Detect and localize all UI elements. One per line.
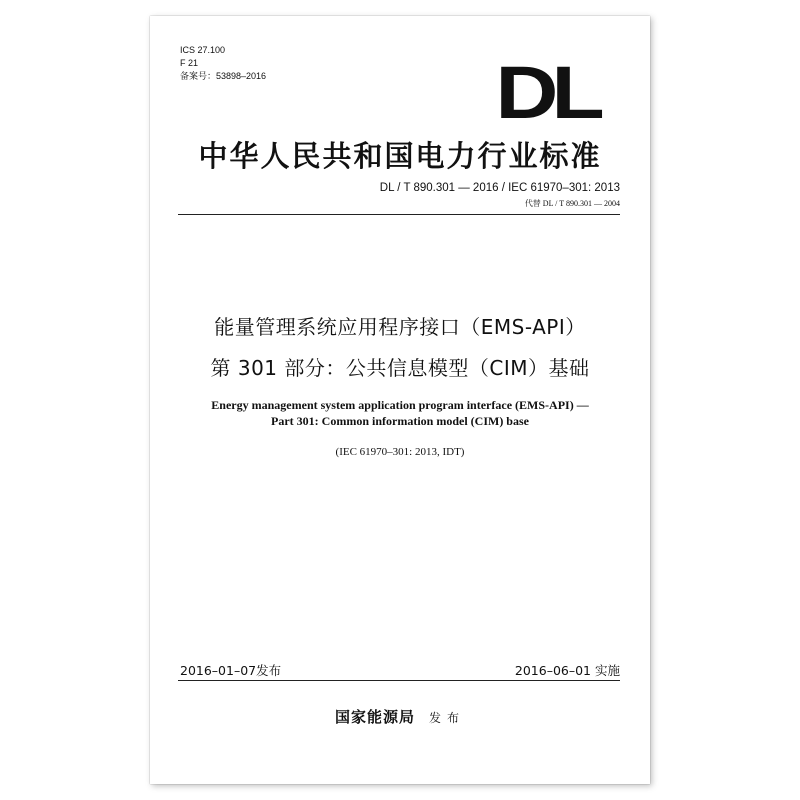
standard-number: DL / T 890.301 — 2016 / IEC 61970–301: 2013 <box>379 182 620 194</box>
english-title-line-2: Part 301: Common information model (CIM) base <box>271 414 529 428</box>
english-title-line-1: Energy management system application program interface (EMS-API) — <box>211 398 589 412</box>
ccs-code: F 21 <box>180 58 199 68</box>
standard-category-title: 中华人民共和国电力行业标准 <box>198 139 602 173</box>
dl-logo: DL <box>495 51 598 134</box>
replaces-note: 代替 DL / T 890.301 — 2004 <box>524 199 620 208</box>
footer-divider <box>178 680 620 681</box>
iec-reference: (IEC 61970–301: 2013, IDT) <box>335 446 465 458</box>
standard-cover <box>150 16 650 784</box>
record-number: 备案号：53898–2016 <box>180 71 267 81</box>
chinese-title-line-1: 能量管理系统应用程序接口（EMS-API） <box>214 315 586 339</box>
implementation-date: 2016–06–01 实施 <box>514 663 620 678</box>
header-divider <box>178 214 620 215</box>
issuer-line <box>150 706 650 727</box>
issuer-verb: 发布 <box>429 711 466 725</box>
ics-code: ICS 27.100 <box>180 45 226 55</box>
chinese-title-line-2: 第 301 部分：公共信息模型（CIM）基础 <box>210 356 590 380</box>
issuer-name: 国家能源局 <box>334 708 415 726</box>
issue-date: 2016–01–07发布 <box>180 663 282 678</box>
